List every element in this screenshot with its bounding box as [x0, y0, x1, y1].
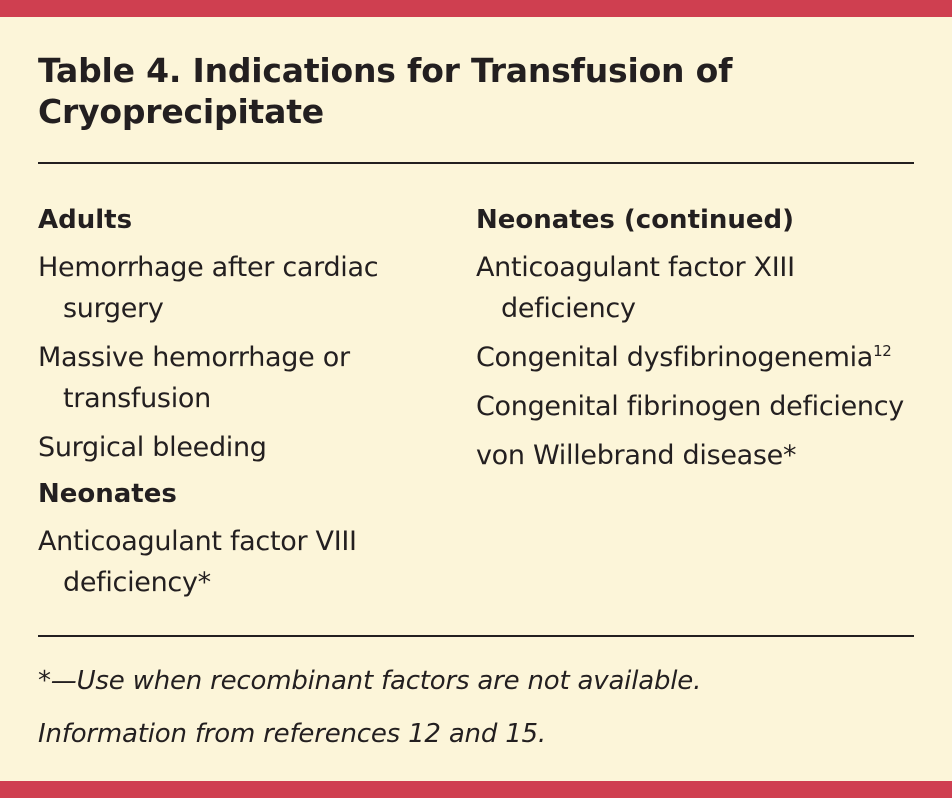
list-item: Massive hemorrhage or transfusion	[38, 342, 350, 414]
list-item: von Willebrand disease*	[476, 440, 797, 471]
left-column	[38, 200, 458, 603]
section-heading-neonates: Neonates	[38, 479, 177, 509]
list-item: Congenital fibrinogen deficiency	[476, 391, 904, 422]
source-note: Information from references 12 and 15.	[38, 719, 546, 749]
list-item: Anticoagulant factor VIII deficiency*	[38, 526, 357, 598]
bottom-divider	[38, 635, 914, 637]
top-accent-bar	[0, 0, 952, 17]
list-item	[476, 337, 916, 378]
table-title: Table 4. Indications for Transfusion of Cryoprecipitate	[38, 51, 733, 131]
bottom-accent-bar	[0, 781, 952, 798]
list-item: Hemorrhage after cardiac surgery	[38, 252, 379, 324]
section-heading-adults: Adults	[38, 205, 133, 235]
reference-superscript: 12	[873, 342, 892, 360]
list-item: Anticoagulant factor XIII deficiency	[476, 252, 795, 324]
list-item: Surgical bleeding	[38, 432, 267, 463]
footnote: *—Use when recombinant factors are not available.	[38, 666, 702, 696]
top-divider	[38, 162, 914, 164]
section-heading-neonates-continued: Neonates (continued)	[476, 205, 795, 235]
list-item-text: Congenital dysfibrinogenemia	[476, 342, 874, 373]
right-column	[476, 200, 916, 476]
